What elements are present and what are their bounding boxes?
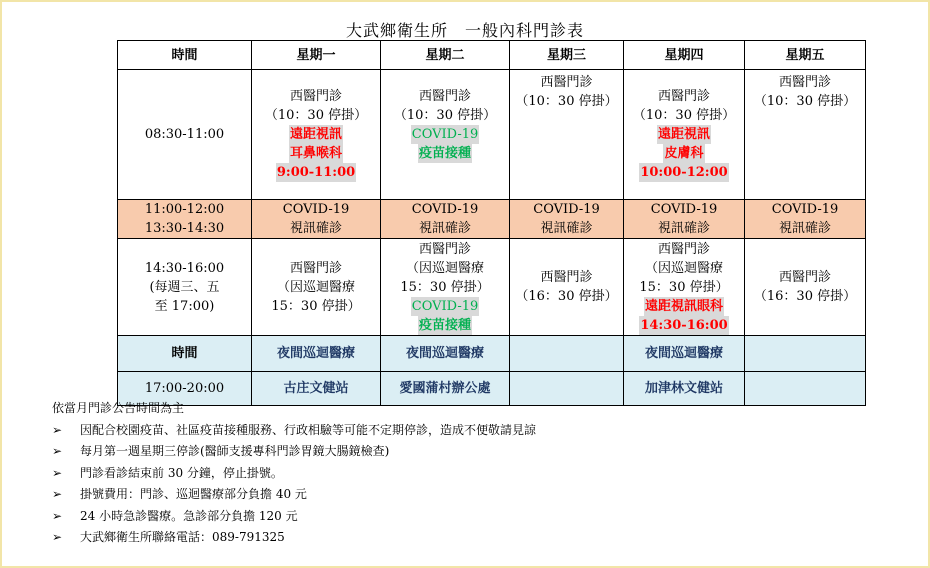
midday-tuesday bbox=[381, 200, 510, 239]
cell-line: 西醫門診 bbox=[289, 89, 342, 104]
time-line: 11:00-12:00 bbox=[144, 202, 225, 217]
telemedicine-label: 遠距視訊 bbox=[657, 127, 710, 142]
cell-line: （因巡迴醫療 bbox=[644, 260, 723, 276]
note-text: 每月第一週星期三停診(醫師支援專科門診胃鏡大腸鏡檢查) bbox=[80, 444, 390, 458]
header-monday: 星期一 bbox=[252, 41, 381, 70]
note-item bbox=[52, 463, 536, 485]
arrow-bullet-icon: ➢ bbox=[52, 508, 63, 523]
covid-label: COVID-19 bbox=[411, 127, 479, 142]
note-text: 24 小時急診醫療。急診部分負擔 120 元 bbox=[80, 508, 298, 523]
cell-line: 西醫門診 bbox=[657, 241, 710, 257]
note-text: 門診看診結束前 30 分鐘，停止掛號。 bbox=[80, 465, 283, 480]
cell-line: （因巡迴醫療 bbox=[405, 260, 484, 276]
cell-line: 西醫門診 bbox=[657, 89, 710, 104]
night-thursday: 加津林文健站 bbox=[624, 372, 745, 406]
specialty-time: 14:30-16:00 bbox=[640, 317, 728, 333]
afternoon-tuesday bbox=[381, 239, 510, 336]
morning-wednesday bbox=[510, 70, 624, 200]
note-text: 大武鄉衛生所聯絡電話：089-791325 bbox=[80, 530, 285, 544]
arrow-bullet-icon: ➢ bbox=[52, 444, 63, 458]
specialty-time: 10:00-12:00 bbox=[640, 165, 728, 180]
midday-monday bbox=[252, 200, 381, 239]
vaccine-label: 疫苗接種 bbox=[418, 317, 471, 333]
cell-line: （10：30 停掛） bbox=[393, 108, 497, 123]
night-friday bbox=[745, 372, 866, 406]
afternoon-row bbox=[118, 239, 866, 336]
midday-wednesday bbox=[510, 200, 624, 239]
cell-line: 視訊確診 bbox=[540, 221, 593, 236]
header-wednesday: 星期三 bbox=[510, 41, 624, 70]
arrow-bullet-icon: ➢ bbox=[52, 530, 63, 544]
time-line: 至 17:00) bbox=[154, 298, 215, 314]
specialty-label: 皮膚科 bbox=[664, 146, 704, 161]
cell-line: 視訊確診 bbox=[657, 221, 710, 236]
midday-row bbox=[118, 200, 866, 239]
night-header-wednesday bbox=[510, 336, 624, 372]
telemedicine-eye-label: 遠距視訊眼科 bbox=[644, 298, 723, 314]
midday-thursday bbox=[624, 200, 745, 239]
cell-line: 視訊確診 bbox=[289, 221, 342, 236]
header-tuesday: 星期二 bbox=[381, 41, 510, 70]
specialty-label: 耳鼻喉科 bbox=[289, 146, 342, 161]
night-tuesday: 愛國蒲村辦公處 bbox=[381, 372, 510, 406]
night-header-time: 時間 bbox=[118, 336, 252, 372]
afternoon-monday bbox=[252, 239, 381, 336]
header-time: 時間 bbox=[118, 41, 252, 70]
morning-monday bbox=[252, 70, 381, 200]
note-text: 掛號費用：門診、巡迴醫療部分負擔 40 元 bbox=[80, 487, 307, 501]
note-item bbox=[52, 420, 536, 442]
morning-friday bbox=[745, 70, 866, 200]
cell-line: 西醫門診 bbox=[418, 89, 471, 104]
afternoon-time bbox=[118, 239, 252, 336]
cell-line: 視訊確診 bbox=[778, 221, 831, 236]
note-item bbox=[52, 441, 536, 463]
cell-line: （16：30 停掛） bbox=[515, 289, 618, 304]
night-time: 17:00-20:00 bbox=[118, 372, 252, 406]
header-friday: 星期五 bbox=[745, 41, 866, 70]
header-thursday: 星期四 bbox=[624, 41, 745, 70]
morning-thursday bbox=[624, 70, 745, 200]
cell-line: （10：30 停掛） bbox=[264, 108, 368, 123]
note-item bbox=[52, 484, 536, 506]
page-title: 大武鄉衛生所 一般內科門診表 bbox=[345, 21, 584, 40]
cell-line: 15：30 停掛） bbox=[400, 279, 490, 295]
cell-line: （10：30 停掛） bbox=[515, 94, 618, 109]
cell-line: （10：30 停掛） bbox=[753, 94, 857, 109]
covid-label: COVID-19 bbox=[411, 298, 479, 314]
night-header-row bbox=[118, 336, 866, 372]
morning-row bbox=[118, 70, 866, 200]
arrow-bullet-icon: ➢ bbox=[52, 422, 63, 437]
night-monday: 古庄文健站 bbox=[252, 372, 381, 406]
notes-section bbox=[52, 398, 536, 549]
morning-time: 08:30-11:00 bbox=[118, 70, 252, 200]
afternoon-thursday bbox=[624, 239, 745, 336]
cell-line: 西醫門診 bbox=[778, 270, 831, 285]
arrow-bullet-icon: ➢ bbox=[52, 487, 63, 501]
cell-line: COVID-19 bbox=[533, 202, 600, 217]
cell-line: （10：30 停掛） bbox=[632, 108, 736, 123]
note-item bbox=[52, 506, 536, 528]
cell-line: 西醫門診 bbox=[418, 241, 471, 257]
time-line: (每週三、五 bbox=[149, 279, 220, 295]
specialty-time: 9:00-11:00 bbox=[276, 165, 356, 180]
arrow-bullet-icon: ➢ bbox=[52, 465, 63, 480]
night-header-tuesday: 夜間巡迴醫療 bbox=[381, 336, 510, 372]
afternoon-friday bbox=[745, 239, 866, 336]
telemedicine-label: 遠距視訊 bbox=[289, 127, 342, 142]
cell-line: 西醫門診 bbox=[778, 75, 831, 90]
note-text: 因配合校園疫苗、社區疫苗接種服務、行政相驗等可能不定期停診，造成不便敬請見諒 bbox=[80, 422, 537, 437]
cell-line: 西醫門診 bbox=[540, 270, 593, 285]
cell-line: 視訊確診 bbox=[418, 221, 471, 236]
cell-line: 西醫門診 bbox=[540, 75, 593, 90]
afternoon-wednesday bbox=[510, 239, 624, 336]
night-header-friday bbox=[745, 336, 866, 372]
header-row bbox=[118, 41, 866, 70]
night-header-monday: 夜間巡迴醫療 bbox=[252, 336, 381, 372]
note-item bbox=[52, 527, 536, 549]
cell-line: COVID-19 bbox=[282, 202, 350, 217]
notes-lead: 依當月門診公告時間為主 bbox=[52, 401, 185, 415]
cell-line: 西醫門診 bbox=[289, 260, 342, 276]
night-header-thursday: 夜間巡迴醫療 bbox=[624, 336, 745, 372]
vaccine-label: 疫苗接種 bbox=[418, 146, 471, 161]
cell-line: COVID-19 bbox=[650, 202, 718, 217]
cell-line: （因巡迴醫療 bbox=[276, 279, 355, 295]
clinic-schedule-table bbox=[117, 40, 866, 406]
time-line: 14:30-16:00 bbox=[144, 260, 225, 276]
cell-line: 15：30 停掛） bbox=[639, 279, 729, 295]
time-line: 13:30-14:30 bbox=[144, 221, 225, 236]
cell-line: （16：30 停掛） bbox=[753, 289, 857, 304]
morning-tuesday bbox=[381, 70, 510, 200]
midday-friday bbox=[745, 200, 866, 239]
cell-line: COVID-19 bbox=[771, 202, 839, 217]
cell-line: 15：30 停掛） bbox=[271, 298, 361, 314]
cell-line: COVID-19 bbox=[411, 202, 479, 217]
midday-time bbox=[118, 200, 252, 239]
